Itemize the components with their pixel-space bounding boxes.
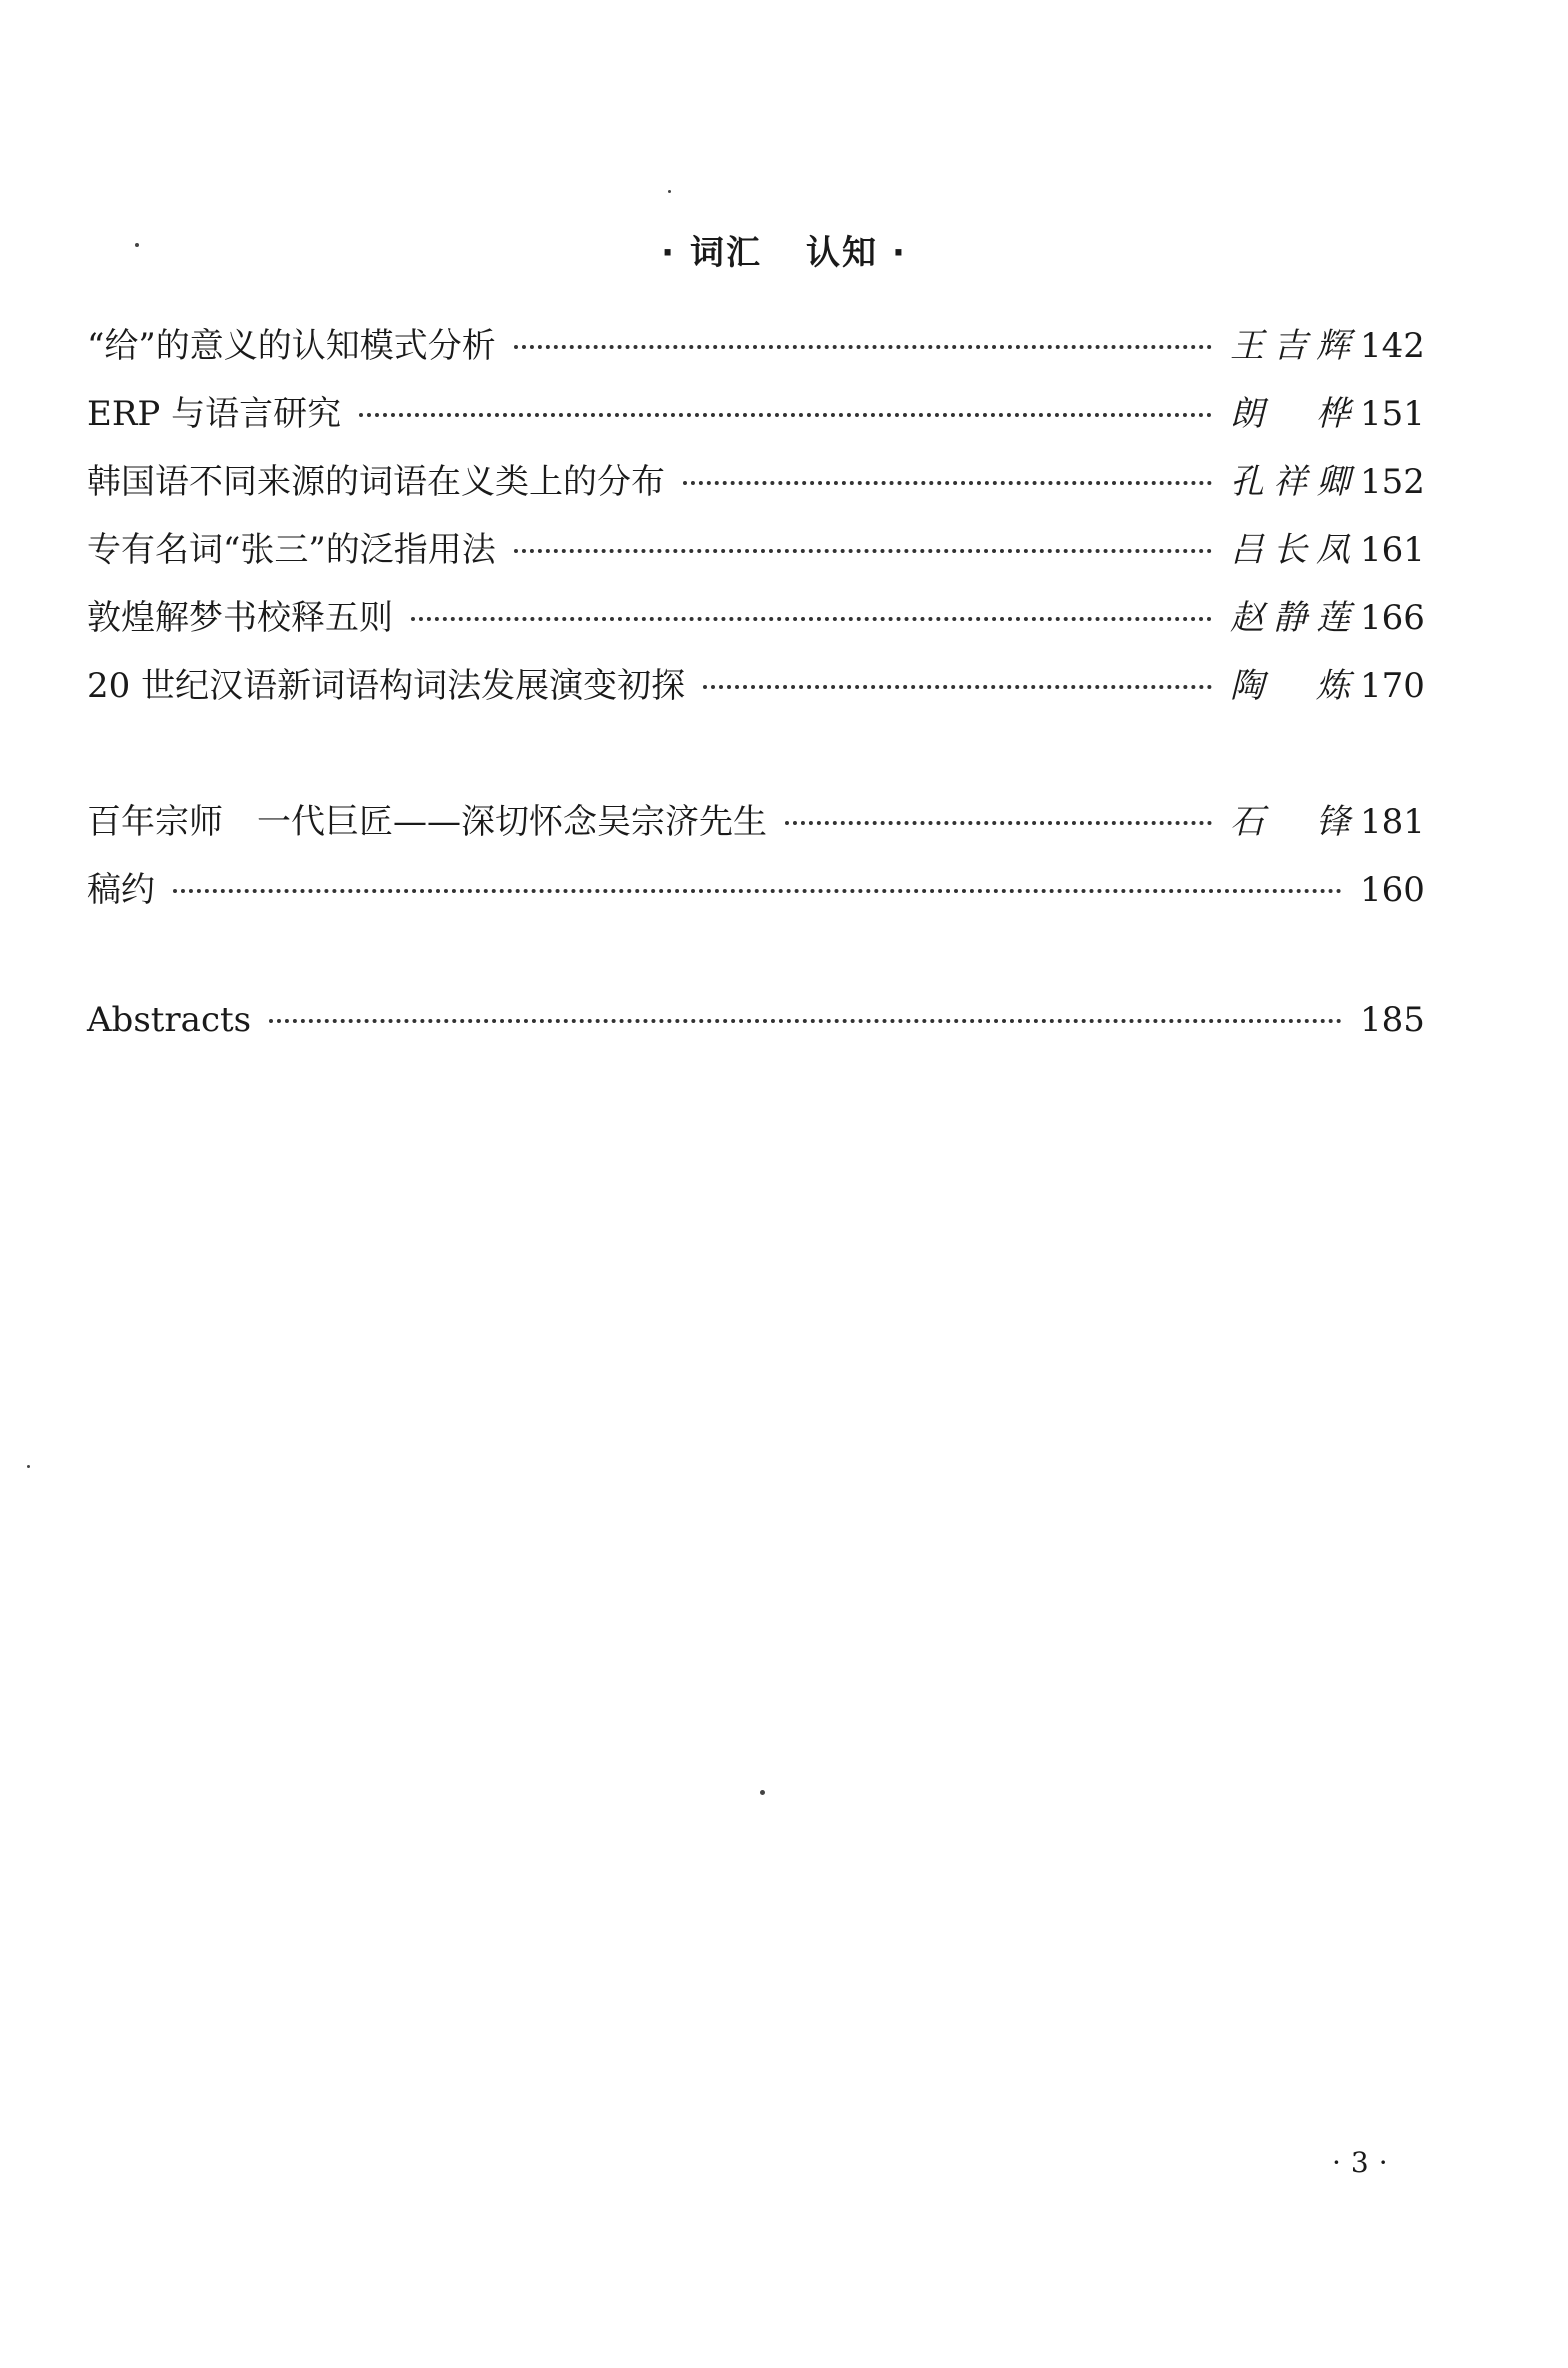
entry-page: 160 — [1360, 870, 1425, 910]
dot-leader — [173, 889, 1342, 893]
entry-page: 151 — [1360, 394, 1425, 434]
toc-entry[interactable] — [87, 318, 1425, 386]
entry-author: 陶 炼 — [1230, 666, 1350, 706]
scan-speck — [668, 190, 671, 193]
toc-entry[interactable] — [87, 862, 1425, 930]
toc-entry[interactable] — [87, 794, 1425, 862]
dot-leader — [514, 345, 1212, 349]
entry-author: 赵静莲 — [1230, 598, 1350, 638]
toc-group-misc — [87, 794, 1425, 930]
entry-title: 百年宗师 一代巨匠——深切怀念吴宗济先生 — [87, 802, 767, 842]
entry-author: 石 锋 — [1230, 802, 1350, 842]
toc-entry[interactable] — [87, 590, 1425, 658]
entry-title: ERP 与语言研究 — [87, 394, 342, 434]
dot-leader — [785, 821, 1212, 825]
scan-speck — [27, 1465, 30, 1468]
toc-entry[interactable] — [87, 386, 1425, 454]
entry-title: 专有名词“张三”的泛指用法 — [87, 530, 496, 570]
dot-leader — [269, 1019, 1342, 1023]
entry-title: “给”的意义的认知模式分析 — [87, 326, 496, 366]
entry-author: 吕长凤 — [1230, 530, 1350, 570]
entry-title: Abstracts — [87, 1000, 252, 1040]
entry-title: 韩国语不同来源的词语在义类上的分布 — [87, 462, 665, 502]
section-title — [0, 225, 1568, 274]
entry-page: 181 — [1360, 802, 1425, 842]
title-bullet-left: · — [661, 233, 676, 273]
toc-entry[interactable] — [87, 658, 1425, 726]
section-title-right: 认知 — [806, 233, 878, 273]
entry-page: 166 — [1360, 598, 1425, 638]
dot-leader — [703, 685, 1212, 689]
entry-title: 敦煌解梦书校释五则 — [87, 598, 393, 638]
toc-entry[interactable] — [87, 522, 1425, 590]
entry-page: 152 — [1360, 462, 1425, 502]
toc-group-lexicon — [87, 318, 1425, 726]
folio-bullet-right: · — [1378, 2146, 1388, 2179]
page-folio — [1322, 2146, 1398, 2179]
dot-leader — [514, 549, 1212, 553]
entry-title: 20 世纪汉语新词语构词法发展演变初探 — [87, 666, 686, 706]
dot-leader — [683, 481, 1212, 485]
entry-page: 142 — [1360, 326, 1425, 366]
entry-page: 161 — [1360, 530, 1425, 570]
scan-speck — [760, 1790, 765, 1795]
dot-leader — [411, 617, 1212, 621]
section-title-left: 词汇 — [690, 233, 762, 273]
entry-author: 孔祥卿 — [1230, 462, 1350, 502]
toc-entry[interactable] — [87, 1000, 1425, 1068]
entry-title: 稿约 — [87, 870, 155, 910]
title-bullet-right: · — [892, 233, 907, 273]
folio-number: 3 — [1350, 2146, 1369, 2179]
folio-bullet-left: · — [1332, 2146, 1341, 2179]
dot-leader — [359, 413, 1212, 417]
entry-author: 朗 桦 — [1230, 394, 1350, 434]
entry-author: 王吉辉 — [1230, 326, 1350, 366]
toc-group-abstracts — [87, 1000, 1425, 1068]
entry-page: 185 — [1360, 1000, 1425, 1040]
entry-page: 170 — [1360, 666, 1425, 706]
toc-entry[interactable] — [87, 454, 1425, 522]
